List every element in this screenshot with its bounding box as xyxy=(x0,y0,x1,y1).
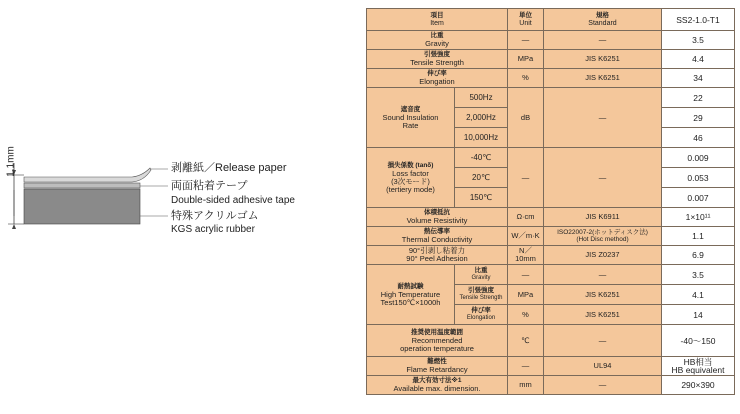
heat-sub-item: 伸び率 Elongation xyxy=(455,305,508,325)
thermal-item: 熱伝導率 Thermal Conductivity xyxy=(367,227,508,246)
sound-value: 46 xyxy=(662,128,735,148)
heat-standard: JIS K6251 xyxy=(544,285,662,305)
header-product: SS2-1.0-T1 xyxy=(662,9,735,31)
rubber-label-ja: 特殊アクリルゴム xyxy=(171,210,259,222)
tensile-item: 引張強度 Tensile Strength xyxy=(367,50,508,69)
table-row xyxy=(367,148,735,168)
loss-standard: — xyxy=(544,148,662,208)
table-row xyxy=(367,208,735,227)
table-row xyxy=(367,246,735,265)
layer-diagram xyxy=(0,0,360,414)
table-row xyxy=(367,50,735,69)
tensile-standard: JIS K6251 xyxy=(544,50,662,69)
release-paper-layer xyxy=(24,168,151,182)
temp-unit: ℃ xyxy=(508,325,544,357)
table-row xyxy=(367,357,735,376)
peel-standard: JIS Z0237 xyxy=(544,246,662,265)
table-row xyxy=(367,88,735,108)
table-row xyxy=(367,227,735,246)
spec-table xyxy=(366,8,735,395)
tape-label-en: Double-sided adhesive tape xyxy=(171,195,295,206)
flame-standard: UL94 xyxy=(544,357,662,376)
sound-cond: 10,000Hz xyxy=(455,128,508,148)
elongation-unit: % xyxy=(508,69,544,88)
table-row xyxy=(367,376,735,395)
sound-value: 22 xyxy=(662,88,735,108)
volume-standard: JIS K6911 xyxy=(544,208,662,227)
sound-cond: 500Hz xyxy=(455,88,508,108)
loss-value: 0.053 xyxy=(662,168,735,188)
volume-unit: Ω·cm xyxy=(508,208,544,227)
peel-item: 90°引剥し粘着力 90° Peel Adhesion xyxy=(367,246,508,265)
peel-unit: N／10mm xyxy=(508,246,544,265)
loss-unit: — xyxy=(508,148,544,208)
gravity-item: 比重 Gravity xyxy=(367,31,508,50)
sound-standard: — xyxy=(544,88,662,148)
dim-item: 最大有効寸法※1 Available max. dimension. xyxy=(367,376,508,395)
heat-sub-item: 比重 Gravity xyxy=(455,265,508,285)
heat-item: 耐熱試験 High Temperature Test150℃×1000h xyxy=(367,265,455,325)
heat-value: 3.5 xyxy=(662,265,735,285)
thermal-value: 1.1 xyxy=(662,227,735,246)
dim-unit: mm xyxy=(508,376,544,395)
temp-item: 推奨使用温度範囲 Recommended operation temperature xyxy=(367,325,508,357)
peel-value: 6.9 xyxy=(662,246,735,265)
elongation-standard: JIS K6251 xyxy=(544,69,662,88)
dim-standard: — xyxy=(544,376,662,395)
tape-label-ja: 両面粘着テープ xyxy=(171,180,248,192)
gravity-value: 3.5 xyxy=(662,31,735,50)
volume-value: 1×10¹¹ xyxy=(662,208,735,227)
tensile-value: 4.4 xyxy=(662,50,735,69)
heat-sub-item: 引張強度 Tensile Strength xyxy=(455,285,508,305)
heat-unit: — xyxy=(508,265,544,285)
rubber-label-en: KGS acrylic rubber xyxy=(171,224,255,235)
heat-standard: — xyxy=(544,265,662,285)
header-item: 項目 Item xyxy=(367,9,508,31)
loss-cond: -40℃ xyxy=(455,148,508,168)
table-row xyxy=(367,69,735,88)
release-paper-label: 剥離紙／Release paper xyxy=(171,162,287,174)
loss-item: 損失係数 (tanδ) Loss factor (3次モード) (tertiery mode) xyxy=(367,148,455,208)
flame-item: 難燃性 Flame Retardancy xyxy=(367,357,508,376)
heat-value: 4.1 xyxy=(662,285,735,305)
loss-cond: 20℃ xyxy=(455,168,508,188)
table-row xyxy=(367,325,735,357)
elongation-item: 伸び率 Elongation xyxy=(367,69,508,88)
volume-item: 体積抵抗 Volume Resistivity xyxy=(367,208,508,227)
heat-value: 14 xyxy=(662,305,735,325)
thickness-label: 1.1mm xyxy=(5,146,17,177)
dim-value: 290×390 xyxy=(662,376,735,395)
gravity-standard: — xyxy=(544,31,662,50)
loss-cond: 150℃ xyxy=(455,188,508,208)
sound-unit: dB xyxy=(508,88,544,148)
layer-cross-section xyxy=(0,0,360,414)
tensile-unit: MPa xyxy=(508,50,544,69)
thermal-unit: W／m·K xyxy=(508,227,544,246)
table-row xyxy=(367,31,735,50)
table-row xyxy=(367,265,735,285)
flame-unit: — xyxy=(508,357,544,376)
loss-value: 0.007 xyxy=(662,188,735,208)
temp-standard: — xyxy=(544,325,662,357)
heat-unit: % xyxy=(508,305,544,325)
heat-standard: JIS K6251 xyxy=(544,305,662,325)
thermal-standard: ISO22007-2(ホットディスク法) (Hot Disc method) xyxy=(544,227,662,246)
sound-cond: 2,000Hz xyxy=(455,108,508,128)
sound-item: 遮音度 Sound Insulation Rate xyxy=(367,88,455,148)
heat-unit: MPa xyxy=(508,285,544,305)
acrylic-rubber-layer xyxy=(24,189,140,224)
header-standard: 規格 Standard xyxy=(544,9,662,31)
loss-value: 0.009 xyxy=(662,148,735,168)
header-unit: 単位 Unit xyxy=(508,9,544,31)
adhesive-tape-layer xyxy=(24,183,140,188)
flame-value: HB相当 HB equivalent xyxy=(662,357,735,376)
temp-value: -40〜150 xyxy=(662,325,735,357)
elongation-value: 34 xyxy=(662,69,735,88)
sound-value: 29 xyxy=(662,108,735,128)
gravity-unit: — xyxy=(508,31,544,50)
header-row xyxy=(367,9,735,31)
